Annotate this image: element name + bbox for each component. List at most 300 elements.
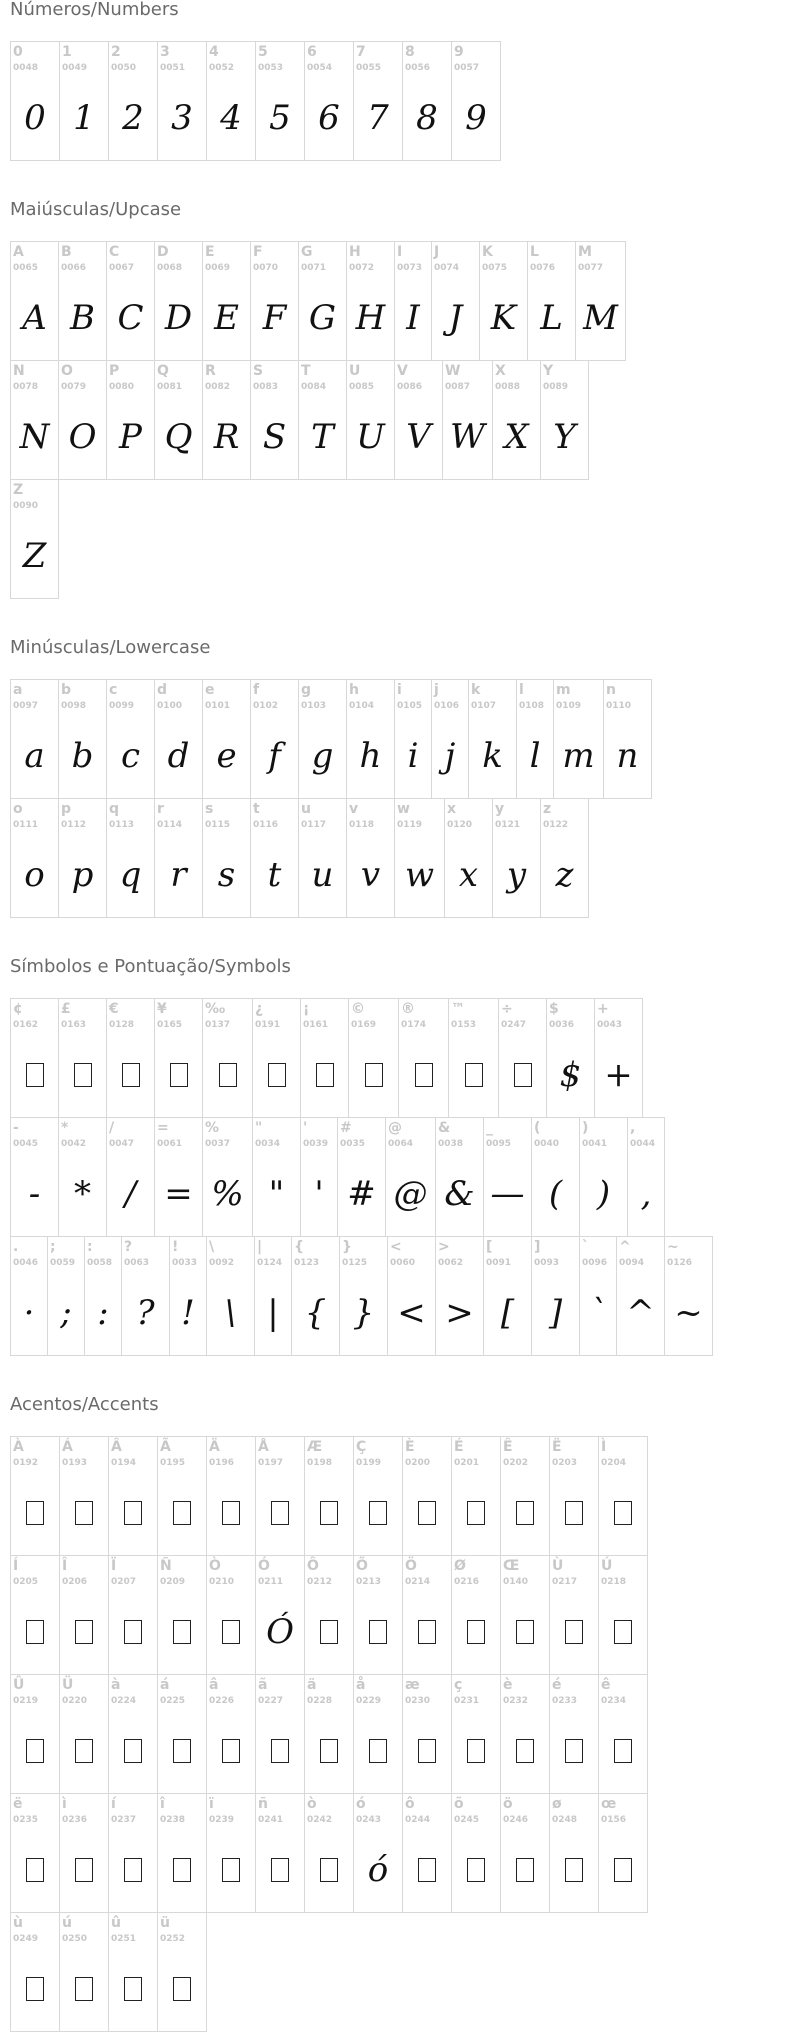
glyph-cell	[354, 41, 403, 161]
glyph-sample: G	[308, 298, 337, 338]
glyph-cell	[347, 360, 395, 480]
glyph-code-label: 0236	[62, 1815, 88, 1825]
glyph-cell	[60, 1436, 109, 1556]
missing-glyph-box-icon	[59, 1043, 106, 1107]
glyph-code-label: 0080	[109, 382, 135, 392]
glyph-code-label: 0252	[160, 1934, 186, 1944]
glyph-sample: P	[119, 417, 142, 457]
glyph-char-label: R	[205, 363, 216, 379]
glyph-char-label: x	[447, 801, 457, 817]
glyph-char-label: 5	[258, 44, 268, 60]
glyph-cell	[452, 41, 501, 161]
missing-glyph-box-icon	[452, 1838, 500, 1902]
glyph-cell	[599, 1555, 648, 1675]
glyph-row	[10, 679, 652, 799]
glyph-code-label: 0069	[205, 263, 231, 273]
glyph-char-label: *	[61, 1120, 69, 1136]
glyph-cell	[547, 998, 595, 1118]
glyph-sample: T	[311, 417, 334, 457]
glyph-code-label: 0062	[438, 1258, 464, 1268]
glyph-code-label: 0224	[111, 1696, 137, 1706]
glyph-cell	[155, 998, 203, 1118]
glyph-sample: &	[444, 1174, 475, 1214]
section-title-symbols: Símbolos e Pontuação/Symbols	[10, 956, 291, 977]
missing-glyph-box-icon	[158, 1719, 206, 1783]
glyph-code-label: 0041	[582, 1139, 608, 1149]
glyph-code-label: 0084	[301, 382, 327, 392]
glyph-char-label: e	[205, 682, 215, 698]
glyph-char-label: >	[438, 1239, 450, 1255]
glyph-sample: e	[216, 736, 237, 776]
missing-glyph-box-icon	[501, 1838, 549, 1902]
glyph-char-label: n	[606, 682, 616, 698]
glyph-cell	[403, 1674, 452, 1794]
glyph-char-label: g	[301, 682, 312, 698]
glyph-char-label: #	[340, 1120, 352, 1136]
glyph-char-label: N	[13, 363, 25, 379]
glyph-sample: 1	[73, 98, 95, 138]
missing-glyph-box-icon	[452, 1481, 500, 1545]
glyph-cell	[403, 1436, 452, 1556]
glyph-cell	[158, 1436, 207, 1556]
glyph-cell	[109, 1793, 158, 1913]
glyph-code-label: 0060	[390, 1258, 416, 1268]
glyph-code-label: 0088	[495, 382, 521, 392]
section-title-upcase: Maiúsculas/Upcase	[10, 199, 182, 220]
missing-glyph-box-icon	[452, 1600, 500, 1664]
glyph-sample: j	[444, 736, 456, 776]
glyph-char-label: G	[301, 244, 313, 260]
glyph-code-label: 0039	[303, 1139, 329, 1149]
glyph-char-label: Ó	[258, 1558, 270, 1574]
glyph-cell	[305, 1674, 354, 1794]
missing-glyph-box-icon	[256, 1719, 304, 1783]
glyph-cell	[554, 679, 604, 799]
glyph-sample: M	[583, 298, 618, 338]
glyph-cell	[158, 1793, 207, 1913]
glyph-cell	[452, 1555, 501, 1675]
glyph-char-label: Ç	[356, 1439, 367, 1455]
glyph-cell	[292, 1236, 340, 1356]
glyph-sample: !	[181, 1293, 195, 1333]
glyph-code-label: 0122	[543, 820, 569, 830]
glyph-code-label: 0194	[111, 1458, 137, 1468]
glyph-cell	[158, 1674, 207, 1794]
glyph-sample: =	[164, 1174, 193, 1214]
glyph-code-label: 0071	[301, 263, 327, 273]
missing-glyph-box-icon	[109, 1600, 157, 1664]
glyph-char-label: É	[454, 1439, 464, 1455]
glyph-cell	[207, 1674, 256, 1794]
glyph-code-label: 0205	[13, 1577, 39, 1587]
missing-glyph-box-icon	[158, 1481, 206, 1545]
glyph-code-label: 0037	[205, 1139, 231, 1149]
glyph-cell	[501, 1555, 550, 1675]
glyph-cell	[253, 1117, 301, 1237]
glyph-code-label: 0081	[157, 382, 183, 392]
glyph-char-label: -	[13, 1120, 19, 1136]
glyph-char-label: À	[13, 1439, 24, 1455]
glyph-char-label: ë	[13, 1796, 23, 1812]
glyph-char-label: Ã	[160, 1439, 171, 1455]
glyph-code-label: 0235	[13, 1815, 39, 1825]
glyph-cell	[107, 998, 155, 1118]
glyph-cell	[207, 1793, 256, 1913]
glyph-char-label: $	[549, 1001, 559, 1017]
missing-glyph-box-icon	[403, 1838, 451, 1902]
glyph-sample: @	[393, 1174, 428, 1214]
glyph-cell	[493, 798, 541, 918]
glyph-sample: O	[68, 417, 97, 457]
glyph-cell	[11, 998, 59, 1118]
glyph-sample: —	[490, 1174, 525, 1214]
section-title-accents: Acentos/Accents	[10, 1394, 159, 1415]
glyph-char-label: J	[434, 244, 440, 260]
glyph-char-label: ^	[619, 1239, 631, 1255]
glyph-code-label: 0161	[303, 1020, 329, 1030]
glyph-sample: l	[529, 736, 541, 776]
glyph-char-label: '	[303, 1120, 308, 1136]
glyph-char-label: £	[61, 1001, 71, 1017]
glyph-row	[10, 998, 643, 1118]
glyph-cell	[395, 798, 445, 918]
glyph-row	[10, 1436, 648, 1556]
missing-glyph-box-icon	[499, 1043, 546, 1107]
glyph-cell	[395, 360, 443, 480]
glyph-code-label: 0249	[13, 1934, 39, 1944]
missing-glyph-box-icon	[550, 1600, 598, 1664]
glyph-code-label: 0225	[160, 1696, 186, 1706]
glyph-cell	[436, 1236, 484, 1356]
glyph-cell	[628, 1117, 665, 1237]
glyph-char-label: :	[87, 1239, 93, 1255]
glyph-cell	[107, 798, 155, 918]
glyph-sample: i	[407, 736, 419, 776]
glyph-cell	[550, 1793, 599, 1913]
glyph-char-label: P	[109, 363, 120, 379]
glyph-cell	[305, 1793, 354, 1913]
glyph-char-label: ?	[124, 1239, 133, 1255]
glyph-char-label: Q	[157, 363, 169, 379]
glyph-cell	[11, 1436, 60, 1556]
missing-glyph-box-icon	[11, 1838, 59, 1902]
missing-glyph-box-icon	[354, 1719, 402, 1783]
glyph-sample: 5	[269, 98, 291, 138]
glyph-code-label: 0210	[209, 1577, 235, 1587]
glyph-char-label: z	[543, 801, 552, 817]
missing-glyph-box-icon	[305, 1600, 353, 1664]
glyph-char-label: .	[13, 1239, 19, 1255]
glyph-row	[10, 1555, 648, 1675]
glyph-cell	[541, 360, 589, 480]
glyph-code-label: 0083	[253, 382, 279, 392]
glyph-cell	[158, 1912, 207, 2032]
glyph-cell	[11, 479, 59, 599]
glyph-sample: D	[164, 298, 193, 338]
glyph-cell	[347, 679, 395, 799]
glyph-sample: U	[356, 417, 385, 457]
glyph-char-label: Í	[13, 1558, 19, 1574]
glyph-code-label: 0072	[349, 263, 375, 273]
glyph-code-label: 0124	[257, 1258, 283, 1268]
glyph-sample: X	[504, 417, 529, 457]
glyph-cell	[251, 241, 299, 361]
glyph-code-label: 0117	[301, 820, 327, 830]
glyph-cell	[11, 798, 59, 918]
glyph-sample: L	[540, 298, 563, 338]
glyph-cell	[155, 241, 203, 361]
glyph-code-label: 0078	[13, 382, 39, 392]
glyph-cell	[60, 1674, 109, 1794]
glyph-sample: 8	[416, 98, 438, 138]
glyph-code-label: 0087	[445, 382, 471, 392]
glyph-code-label: 0063	[124, 1258, 150, 1268]
glyph-code-label: 0203	[552, 1458, 578, 1468]
glyph-sample: ·	[23, 1293, 35, 1333]
glyph-char-label: o	[13, 801, 23, 817]
glyph-char-label: p	[61, 801, 72, 817]
glyph-code-label: 0116	[253, 820, 279, 830]
glyph-char-label: Æ	[307, 1439, 323, 1455]
glyph-cell	[432, 679, 469, 799]
glyph-char-label: h	[349, 682, 359, 698]
glyph-code-label: 0162	[13, 1020, 39, 1030]
glyph-sample: a	[24, 736, 45, 776]
glyph-code-label: 0046	[13, 1258, 39, 1268]
glyph-sample: +	[604, 1055, 633, 1095]
glyph-sample: R	[213, 417, 240, 457]
glyph-code-label: 0043	[597, 1020, 623, 1030]
glyph-sample: K	[490, 298, 517, 338]
glyph-row	[10, 1236, 713, 1356]
glyph-char-label: T	[301, 363, 311, 379]
glyph-code-label: 0206	[62, 1577, 88, 1587]
glyph-char-label: Õ	[356, 1558, 368, 1574]
glyph-char-label: Ñ	[160, 1558, 172, 1574]
glyph-code-label: 0153	[451, 1020, 477, 1030]
missing-glyph-box-icon	[403, 1481, 451, 1545]
glyph-char-label: &	[438, 1120, 451, 1136]
glyph-cell	[399, 998, 449, 1118]
glyph-char-label: y	[495, 801, 505, 817]
glyph-char-label: K	[482, 244, 493, 260]
glyph-char-label: Ä	[209, 1439, 220, 1455]
glyph-code-label: 0200	[405, 1458, 431, 1468]
glyph-sample: k	[482, 736, 503, 776]
glyph-sample: 7	[367, 98, 389, 138]
glyph-code-label: 0212	[307, 1577, 333, 1587]
glyph-sample: ó	[367, 1850, 389, 1890]
glyph-code-label: 0105	[397, 701, 423, 711]
glyph-char-label: ã	[258, 1677, 268, 1693]
glyph-code-label: 0040	[534, 1139, 560, 1149]
glyph-char-label: æ	[405, 1677, 420, 1693]
glyph-cell	[354, 1555, 403, 1675]
glyph-row	[10, 1674, 648, 1794]
glyph-code-label: 0079	[61, 382, 87, 392]
glyph-row	[10, 1117, 665, 1237]
glyph-cell	[532, 1117, 580, 1237]
glyph-sample: Q	[164, 417, 193, 457]
glyph-cell	[158, 1555, 207, 1675]
glyph-char-label: Å	[258, 1439, 269, 1455]
glyph-cell	[493, 360, 541, 480]
glyph-cell	[207, 41, 256, 161]
glyph-code-label: 0057	[454, 63, 480, 73]
glyph-char-label: ó	[356, 1796, 366, 1812]
missing-glyph-box-icon	[305, 1481, 353, 1545]
missing-glyph-box-icon	[155, 1043, 202, 1107]
missing-glyph-box-icon	[550, 1481, 598, 1545]
glyph-cell	[255, 1236, 292, 1356]
glyph-char-label: €	[109, 1001, 119, 1017]
glyph-char-label: Ø	[454, 1558, 466, 1574]
glyph-cell	[256, 41, 305, 161]
glyph-code-label: 0061	[157, 1139, 183, 1149]
glyph-cell	[599, 1793, 648, 1913]
glyph-cell	[207, 1555, 256, 1675]
glyph-code-label: 0074	[434, 263, 460, 273]
glyph-code-label: 0233	[552, 1696, 578, 1706]
glyph-cell	[386, 1117, 436, 1237]
missing-glyph-box-icon	[301, 1043, 348, 1107]
glyph-sample: <	[397, 1293, 426, 1333]
glyph-code-label: 0070	[253, 263, 279, 273]
glyph-char-label: m	[556, 682, 571, 698]
glyph-char-label: ê	[601, 1677, 611, 1693]
glyph-sample: h	[359, 736, 382, 776]
glyph-cell	[595, 998, 643, 1118]
glyph-cell	[449, 998, 499, 1118]
missing-glyph-box-icon	[305, 1719, 353, 1783]
glyph-sample: ,	[640, 1174, 652, 1214]
missing-glyph-box-icon	[60, 1600, 108, 1664]
glyph-char-label: Á	[62, 1439, 73, 1455]
glyph-code-label: 0035	[340, 1139, 366, 1149]
glyph-char-label: ö	[503, 1796, 513, 1812]
glyph-code-label: 0245	[454, 1815, 480, 1825]
glyph-sample: :	[97, 1293, 109, 1333]
glyph-code-label: 0209	[160, 1577, 186, 1587]
glyph-sample: V	[406, 417, 431, 457]
glyph-char-label: O	[61, 363, 73, 379]
glyph-char-label: Ú	[601, 1558, 613, 1574]
glyph-sample: ~	[674, 1293, 703, 1333]
glyph-sample: %	[211, 1174, 244, 1214]
glyph-sample: ;	[60, 1293, 72, 1333]
glyph-char-label: Ö	[405, 1558, 417, 1574]
glyph-cell	[59, 798, 107, 918]
glyph-char-label: Ì	[601, 1439, 607, 1455]
glyph-sample: |	[267, 1293, 279, 1333]
glyph-cell	[203, 679, 251, 799]
glyph-char-label: <	[390, 1239, 402, 1255]
glyph-cell	[340, 1236, 388, 1356]
glyph-char-label: v	[349, 801, 359, 817]
glyph-char-label: Î	[62, 1558, 68, 1574]
glyph-char-label: 3	[160, 44, 170, 60]
glyph-char-label: q	[109, 801, 120, 817]
glyph-char-label: 4	[209, 44, 219, 60]
glyph-code-label: 0108	[519, 701, 545, 711]
glyph-cell	[109, 1674, 158, 1794]
glyph-cell	[11, 360, 59, 480]
glyph-char-label: E	[205, 244, 215, 260]
missing-glyph-box-icon	[11, 1719, 59, 1783]
glyph-cell	[85, 1236, 122, 1356]
missing-glyph-box-icon	[501, 1481, 549, 1545]
glyph-cell	[617, 1236, 665, 1356]
glyph-sample: /	[124, 1174, 137, 1214]
glyph-sample: ^	[626, 1293, 655, 1333]
glyph-cell	[155, 798, 203, 918]
glyph-code-label: 0095	[486, 1139, 512, 1149]
glyph-code-label: 0165	[157, 1020, 183, 1030]
glyph-cell	[107, 360, 155, 480]
glyph-code-label: 0098	[61, 701, 87, 711]
glyph-char-label: a	[13, 682, 23, 698]
glyph-cell	[452, 1436, 501, 1556]
glyph-cell	[203, 241, 251, 361]
glyph-cell	[299, 679, 347, 799]
glyph-code-label: 0217	[552, 1577, 578, 1587]
glyph-cell	[203, 1117, 253, 1237]
glyph-cell	[60, 41, 109, 161]
glyph-code-label: 0174	[401, 1020, 427, 1030]
missing-glyph-box-icon	[109, 1719, 157, 1783]
glyph-char-label: t	[253, 801, 260, 817]
glyph-code-label: 0201	[454, 1458, 480, 1468]
glyph-char-label: ,	[630, 1120, 636, 1136]
glyph-code-label: 0102	[253, 701, 279, 711]
glyph-cell	[11, 1555, 60, 1675]
glyph-char-label: 1	[62, 44, 72, 60]
glyph-char-label: á	[160, 1677, 170, 1693]
glyph-sample: n	[616, 736, 639, 776]
glyph-cell	[299, 798, 347, 918]
glyph-sample: m	[562, 736, 595, 776]
glyph-code-label: 0055	[356, 63, 382, 73]
glyph-cell	[155, 1117, 203, 1237]
glyph-code-label: 0126	[667, 1258, 693, 1268]
glyph-cell	[155, 360, 203, 480]
glyph-char-label: ¡	[303, 1001, 310, 1017]
glyph-cell	[550, 1436, 599, 1556]
missing-glyph-box-icon	[11, 1481, 59, 1545]
missing-glyph-box-icon	[107, 1043, 154, 1107]
glyph-char-label: Â	[111, 1439, 122, 1455]
glyph-cell	[59, 998, 107, 1118]
glyph-code-label: 0193	[62, 1458, 88, 1468]
glyph-char-label: "	[255, 1120, 263, 1136]
glyph-code-label: 0045	[13, 1139, 39, 1149]
glyph-code-label: 0073	[397, 263, 423, 273]
missing-glyph-box-icon	[305, 1838, 353, 1902]
glyph-cell	[665, 1236, 713, 1356]
glyph-sample: )	[596, 1174, 611, 1214]
glyph-code-label: 0065	[13, 263, 39, 273]
glyph-code-label: 0226	[209, 1696, 235, 1706]
glyph-sample: -	[28, 1174, 41, 1214]
glyph-sample: q	[119, 855, 142, 895]
glyph-sample: 4	[220, 98, 242, 138]
glyph-char-label: c	[109, 682, 118, 698]
glyph-cell	[256, 1674, 305, 1794]
glyph-cell	[11, 1117, 59, 1237]
glyph-char-label: j	[434, 682, 439, 698]
glyph-cell	[599, 1436, 648, 1556]
glyph-cell	[59, 1117, 107, 1237]
